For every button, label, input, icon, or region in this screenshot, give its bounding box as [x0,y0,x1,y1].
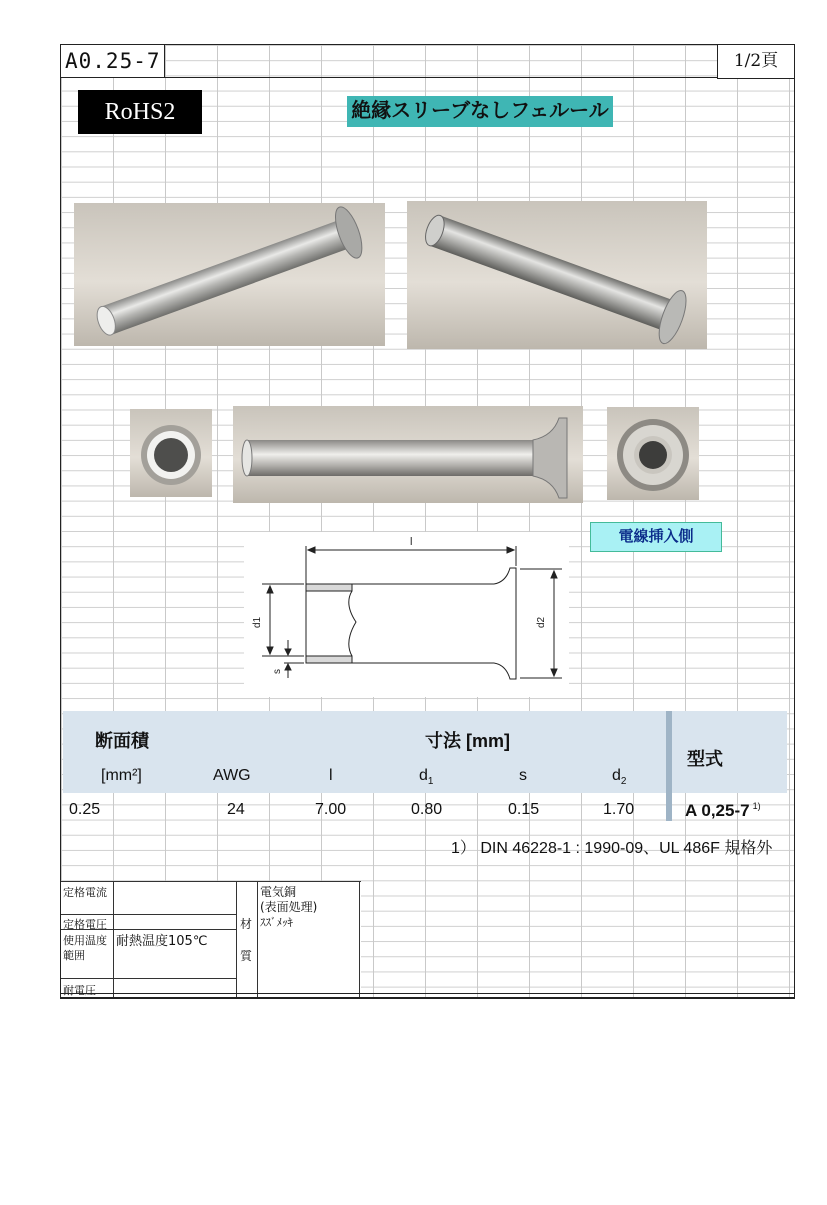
photo-ferrule-angle-left [74,203,385,346]
col-l: l [329,767,333,784]
withstand-voltage-label: 耐電圧 [63,984,96,997]
dim-d1-label: d1 [252,616,263,628]
rohs-badge: RoHS2 [78,90,202,134]
material-value-2: (表面処理) [260,900,318,914]
product-title: 絶縁スリーブなしフェルール [347,96,613,127]
col-awg: AWG [213,767,251,784]
col-type-header: 型式 [687,749,723,769]
use-temp-label: 使用温度 [63,934,107,947]
dimension-drawing [244,532,569,697]
col-d2-sub: 2 [620,776,627,788]
material-label-2: 質 [240,949,253,963]
rated-current-label: 定格電流 [63,886,107,899]
val-type-text: A 0,25-7 [685,801,750,820]
spec-divider [666,711,672,821]
photo-end-view-small [130,409,212,497]
col-d2 [612,767,626,787]
material-value-3: ｽｽﾞﾒｯｷ [260,916,293,929]
wire-insertion-side-label: 電線挿入側 [590,522,722,552]
header-rule [165,77,718,78]
dim-l-label: l [410,536,413,548]
col-d1 [419,767,433,787]
dim-d2-label: d2 [536,616,547,628]
footnote: 1） DIN 46228-1 : 1990-09、UL 486F 規格外 [451,840,773,857]
part-number: A0.25-7 [61,45,165,78]
col-d1-sub: 1 [427,776,434,788]
val-l: 7.00 [315,801,347,818]
range-label: 範囲 [63,949,85,962]
val-type [685,801,761,821]
drawing-svg [244,532,569,697]
material-value-1: 電気銅 [260,885,297,899]
dim-s-label: s [272,669,283,674]
page-number: 1/2頁 [717,45,794,79]
spec-header-band [63,711,666,793]
col-dims-header: 寸法 [mm] [425,731,510,751]
col-d1-letter: d [419,767,428,784]
val-awg: 24 [227,801,245,818]
material-label-1: 材 [240,917,253,931]
unit-mm2: [mm²] [101,767,142,784]
use-temp-value: 耐熱温度105℃ [116,934,208,949]
val-s: 0.15 [508,801,540,818]
col-s: s [519,767,527,784]
photo-end-view-wire-side [607,407,699,500]
photo-ferrule-angle-right [407,201,707,349]
photo-side-view [233,406,583,503]
val-area: 0.25 [69,801,101,818]
val-d2: 1.70 [603,801,635,818]
col-d2-letter: d [612,767,621,784]
rated-voltage-label: 定格電圧 [63,918,107,931]
col-area-header: 断面積 [95,731,149,751]
spec-table [63,711,787,821]
datasheet [60,44,795,999]
val-d1: 0.80 [411,801,443,818]
val-type-note: 1) [752,801,761,812]
ratings-table [61,881,361,997]
